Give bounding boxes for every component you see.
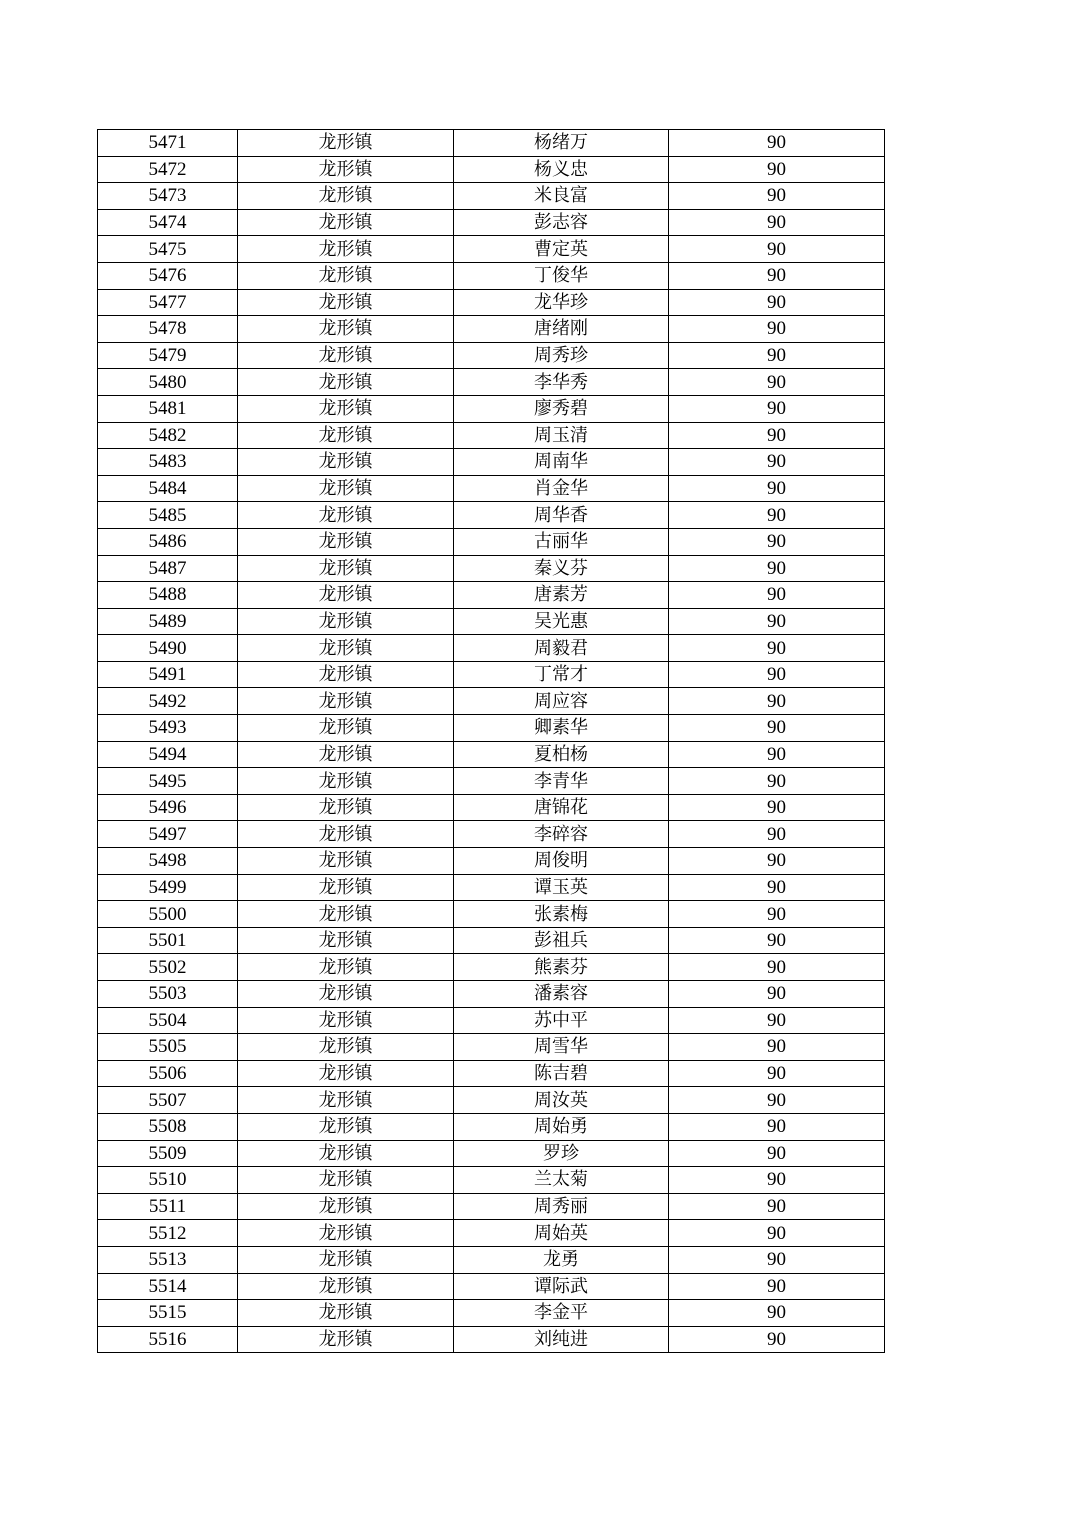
table-row (98, 1140, 885, 1167)
cell-town: 龙形镇 (238, 422, 454, 449)
cell-number: 5510 (98, 1167, 238, 1194)
table-row (98, 342, 885, 369)
cell-number: 5476 (98, 262, 238, 289)
cell-town: 龙形镇 (238, 1193, 454, 1220)
cell-number: 5471 (98, 130, 238, 157)
cell-name: 潘素容 (454, 981, 669, 1008)
cell-number: 5477 (98, 289, 238, 316)
cell-name: 周玉清 (454, 422, 669, 449)
cell-amount: 90 (669, 130, 885, 157)
cell-town: 龙形镇 (238, 130, 454, 157)
cell-name: 彭志容 (454, 209, 669, 236)
cell-number: 5493 (98, 715, 238, 742)
table-row (98, 422, 885, 449)
cell-amount: 90 (669, 1300, 885, 1327)
cell-town: 龙形镇 (238, 954, 454, 981)
cell-name: 陈吉碧 (454, 1060, 669, 1087)
cell-number: 5509 (98, 1140, 238, 1167)
table-row (98, 582, 885, 609)
table-row (98, 1326, 885, 1353)
cell-amount: 90 (669, 316, 885, 343)
cell-amount: 90 (669, 768, 885, 795)
cell-name: 周雪华 (454, 1034, 669, 1061)
cell-name: 刘纯进 (454, 1326, 669, 1353)
cell-name: 龙勇 (454, 1246, 669, 1273)
table-row (98, 1220, 885, 1247)
cell-town: 龙形镇 (238, 1300, 454, 1327)
cell-number: 5498 (98, 848, 238, 875)
cell-amount: 90 (669, 1326, 885, 1353)
table-row (98, 741, 885, 768)
cell-town: 龙形镇 (238, 449, 454, 476)
table-row (98, 954, 885, 981)
cell-name: 曹定英 (454, 236, 669, 263)
cell-amount: 90 (669, 821, 885, 848)
cell-name: 唐绪刚 (454, 316, 669, 343)
cell-town: 龙形镇 (238, 1113, 454, 1140)
cell-amount: 90 (669, 1007, 885, 1034)
cell-amount: 90 (669, 741, 885, 768)
table-row (98, 715, 885, 742)
cell-amount: 90 (669, 528, 885, 555)
cell-name: 夏柏杨 (454, 741, 669, 768)
cell-amount: 90 (669, 1246, 885, 1273)
table-row (98, 262, 885, 289)
cell-number: 5514 (98, 1273, 238, 1300)
cell-town: 龙形镇 (238, 821, 454, 848)
cell-town: 龙形镇 (238, 715, 454, 742)
cell-name: 周始英 (454, 1220, 669, 1247)
table-row (98, 794, 885, 821)
cell-amount: 90 (669, 874, 885, 901)
cell-number: 5474 (98, 209, 238, 236)
table-row (98, 236, 885, 263)
table-row (98, 981, 885, 1008)
cell-number: 5496 (98, 794, 238, 821)
cell-town: 龙形镇 (238, 289, 454, 316)
cell-amount: 90 (669, 981, 885, 1008)
cell-number: 5490 (98, 635, 238, 662)
cell-name: 苏中平 (454, 1007, 669, 1034)
cell-name: 龙华珍 (454, 289, 669, 316)
table-row (98, 1246, 885, 1273)
cell-amount: 90 (669, 1167, 885, 1194)
cell-town: 龙形镇 (238, 848, 454, 875)
cell-town: 龙形镇 (238, 1140, 454, 1167)
cell-number: 5497 (98, 821, 238, 848)
cell-amount: 90 (669, 954, 885, 981)
cell-town: 龙形镇 (238, 582, 454, 609)
cell-name: 杨义忠 (454, 156, 669, 183)
cell-amount: 90 (669, 582, 885, 609)
cell-town: 龙形镇 (238, 262, 454, 289)
cell-name: 李华秀 (454, 369, 669, 396)
cell-name: 米良富 (454, 183, 669, 210)
cell-town: 龙形镇 (238, 209, 454, 236)
cell-amount: 90 (669, 475, 885, 502)
cell-town: 龙形镇 (238, 741, 454, 768)
cell-town: 龙形镇 (238, 156, 454, 183)
cell-name: 周始勇 (454, 1113, 669, 1140)
table-row (98, 475, 885, 502)
cell-town: 龙形镇 (238, 369, 454, 396)
cell-amount: 90 (669, 1087, 885, 1114)
cell-number: 5479 (98, 342, 238, 369)
table-row (98, 449, 885, 476)
cell-town: 龙形镇 (238, 236, 454, 263)
cell-town: 龙形镇 (238, 1060, 454, 1087)
table-row (98, 316, 885, 343)
cell-number: 5473 (98, 183, 238, 210)
cell-amount: 90 (669, 1060, 885, 1087)
cell-name: 丁常才 (454, 661, 669, 688)
cell-name: 周应容 (454, 688, 669, 715)
cell-amount: 90 (669, 1140, 885, 1167)
cell-town: 龙形镇 (238, 901, 454, 928)
cell-number: 5504 (98, 1007, 238, 1034)
cell-name: 罗珍 (454, 1140, 669, 1167)
table-row (98, 1273, 885, 1300)
cell-town: 龙形镇 (238, 1087, 454, 1114)
cell-name: 周汝英 (454, 1087, 669, 1114)
cell-amount: 90 (669, 262, 885, 289)
cell-number: 5486 (98, 528, 238, 555)
table-body (98, 130, 885, 1353)
cell-town: 龙形镇 (238, 1326, 454, 1353)
cell-amount: 90 (669, 449, 885, 476)
cell-number: 5505 (98, 1034, 238, 1061)
cell-name: 周秀珍 (454, 342, 669, 369)
cell-amount: 90 (669, 502, 885, 529)
cell-name: 唐锦花 (454, 794, 669, 821)
cell-town: 龙形镇 (238, 688, 454, 715)
table-row (98, 1034, 885, 1061)
cell-number: 5480 (98, 369, 238, 396)
data-table (97, 129, 885, 1353)
cell-town: 龙形镇 (238, 1007, 454, 1034)
table-row (98, 369, 885, 396)
cell-town: 龙形镇 (238, 874, 454, 901)
cell-number: 5487 (98, 555, 238, 582)
cell-amount: 90 (669, 1273, 885, 1300)
cell-town: 龙形镇 (238, 183, 454, 210)
table-row (98, 768, 885, 795)
cell-town: 龙形镇 (238, 1034, 454, 1061)
cell-amount: 90 (669, 1113, 885, 1140)
cell-number: 5481 (98, 395, 238, 422)
cell-amount: 90 (669, 236, 885, 263)
table-row (98, 874, 885, 901)
cell-number: 5482 (98, 422, 238, 449)
cell-number: 5491 (98, 661, 238, 688)
cell-number: 5500 (98, 901, 238, 928)
cell-amount: 90 (669, 794, 885, 821)
table-row (98, 502, 885, 529)
cell-town: 龙形镇 (238, 395, 454, 422)
cell-amount: 90 (669, 1034, 885, 1061)
cell-town: 龙形镇 (238, 661, 454, 688)
cell-name: 廖秀碧 (454, 395, 669, 422)
table-row (98, 183, 885, 210)
cell-name: 周毅君 (454, 635, 669, 662)
cell-name: 秦义芬 (454, 555, 669, 582)
cell-name: 李金平 (454, 1300, 669, 1327)
cell-amount: 90 (669, 183, 885, 210)
cell-town: 龙形镇 (238, 1246, 454, 1273)
cell-town: 龙形镇 (238, 927, 454, 954)
cell-number: 5515 (98, 1300, 238, 1327)
cell-name: 兰太菊 (454, 1167, 669, 1194)
cell-number: 5502 (98, 954, 238, 981)
cell-name: 彭祖兵 (454, 927, 669, 954)
cell-amount: 90 (669, 1193, 885, 1220)
cell-amount: 90 (669, 209, 885, 236)
cell-number: 5512 (98, 1220, 238, 1247)
cell-name: 丁俊华 (454, 262, 669, 289)
cell-number: 5485 (98, 502, 238, 529)
cell-town: 龙形镇 (238, 635, 454, 662)
cell-number: 5503 (98, 981, 238, 1008)
cell-number: 5492 (98, 688, 238, 715)
table-row (98, 927, 885, 954)
cell-town: 龙形镇 (238, 794, 454, 821)
cell-amount: 90 (669, 156, 885, 183)
table-row (98, 635, 885, 662)
cell-name: 周南华 (454, 449, 669, 476)
cell-number: 5488 (98, 582, 238, 609)
cell-town: 龙形镇 (238, 1167, 454, 1194)
cell-number: 5495 (98, 768, 238, 795)
cell-number: 5494 (98, 741, 238, 768)
cell-number: 5472 (98, 156, 238, 183)
cell-name: 李青华 (454, 768, 669, 795)
cell-amount: 90 (669, 422, 885, 449)
cell-name: 谭玉英 (454, 874, 669, 901)
cell-amount: 90 (669, 395, 885, 422)
cell-amount: 90 (669, 901, 885, 928)
cell-amount: 90 (669, 1220, 885, 1247)
cell-number: 5507 (98, 1087, 238, 1114)
cell-number: 5489 (98, 608, 238, 635)
table-row (98, 1193, 885, 1220)
cell-name: 周华香 (454, 502, 669, 529)
cell-amount: 90 (669, 927, 885, 954)
cell-number: 5511 (98, 1193, 238, 1220)
cell-town: 龙形镇 (238, 981, 454, 1008)
cell-number: 5516 (98, 1326, 238, 1353)
table-row (98, 395, 885, 422)
cell-number: 5506 (98, 1060, 238, 1087)
cell-town: 龙形镇 (238, 555, 454, 582)
cell-name: 古丽华 (454, 528, 669, 555)
table-row (98, 1113, 885, 1140)
cell-name: 杨绪万 (454, 130, 669, 157)
cell-amount: 90 (669, 848, 885, 875)
cell-town: 龙形镇 (238, 475, 454, 502)
table-row (98, 555, 885, 582)
cell-number: 5499 (98, 874, 238, 901)
cell-town: 龙形镇 (238, 1220, 454, 1247)
cell-town: 龙形镇 (238, 608, 454, 635)
cell-town: 龙形镇 (238, 316, 454, 343)
cell-town: 龙形镇 (238, 528, 454, 555)
cell-amount: 90 (669, 342, 885, 369)
table-row (98, 661, 885, 688)
cell-amount: 90 (669, 289, 885, 316)
table-row (98, 1007, 885, 1034)
cell-town: 龙形镇 (238, 1273, 454, 1300)
cell-name: 卿素华 (454, 715, 669, 742)
cell-number: 5513 (98, 1246, 238, 1273)
table-row (98, 156, 885, 183)
table-row (98, 1300, 885, 1327)
table-row (98, 528, 885, 555)
cell-town: 龙形镇 (238, 502, 454, 529)
cell-name: 唐素芳 (454, 582, 669, 609)
cell-number: 5508 (98, 1113, 238, 1140)
cell-amount: 90 (669, 369, 885, 396)
cell-number: 5475 (98, 236, 238, 263)
cell-name: 熊素芬 (454, 954, 669, 981)
cell-name: 肖金华 (454, 475, 669, 502)
cell-number: 5478 (98, 316, 238, 343)
table-row (98, 1087, 885, 1114)
table-row (98, 608, 885, 635)
cell-town: 龙形镇 (238, 342, 454, 369)
table-row (98, 1060, 885, 1087)
cell-amount: 90 (669, 635, 885, 662)
table-row (98, 1167, 885, 1194)
table-row (98, 688, 885, 715)
cell-number: 5483 (98, 449, 238, 476)
cell-number: 5501 (98, 927, 238, 954)
table-row (98, 821, 885, 848)
cell-amount: 90 (669, 715, 885, 742)
table-row (98, 209, 885, 236)
cell-amount: 90 (669, 688, 885, 715)
cell-name: 谭际武 (454, 1273, 669, 1300)
cell-name: 李碎容 (454, 821, 669, 848)
cell-amount: 90 (669, 661, 885, 688)
table-row (98, 130, 885, 157)
cell-amount: 90 (669, 608, 885, 635)
cell-name: 张素梅 (454, 901, 669, 928)
cell-name: 周俊明 (454, 848, 669, 875)
cell-name: 吴光惠 (454, 608, 669, 635)
cell-name: 周秀丽 (454, 1193, 669, 1220)
cell-amount: 90 (669, 555, 885, 582)
table-row (98, 901, 885, 928)
cell-number: 5484 (98, 475, 238, 502)
table-row (98, 289, 885, 316)
cell-town: 龙形镇 (238, 768, 454, 795)
table-row (98, 848, 885, 875)
